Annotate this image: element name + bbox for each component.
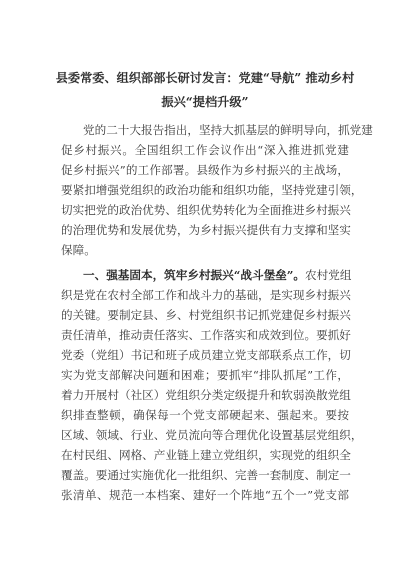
document-title-line-1: 县委常委、组织部部长研讨发言：党建“导航” 推动乡村: [55, 71, 355, 85]
body-line: 着力开展村（社区）党组织分类定级提升和软弱涣散党组: [61, 388, 351, 402]
body-line: 织是党在农村全部工作和战斗力的基础，是实现乡村振兴: [61, 288, 351, 302]
body-line: 要紧扣增强党组织的政治功能和组织功能，坚持党建引领，: [61, 183, 363, 197]
body-line: 促乡村振兴”的工作部署。县级作为乡村振兴的主战场，: [61, 163, 349, 177]
section-heading-tail: 农村党组: [305, 268, 352, 282]
body-line: 责任清单，推动责任落实、工作落实和成效到位。要抓好: [61, 328, 351, 342]
body-line: 覆盖。要通过实施优化一批组织、完善一套制度、制定一: [61, 468, 351, 482]
body-line: 党委（党组）书记和班子成员建立党支部联系点工作，切: [61, 348, 351, 362]
body-line: 在村民组、网格、产业链上建立党组织，实现党的组织全: [61, 448, 351, 462]
body-line: 的关键。要制定县、乡、村党组织书记抓党建促乡村振兴: [61, 308, 351, 322]
body-line: 党的二十大报告指出，坚持大抓基层的鲜明导向，抓党建: [83, 123, 373, 137]
body-line: 织排查整顿，确保每一个党支部硬起来、强起来。要按: [61, 408, 349, 422]
document-title-line-2: 振兴“提档升级”: [161, 95, 249, 109]
body-line: 促乡村振兴。全国组织工作会议作出“深入推进抓党建: [61, 143, 349, 157]
body-line: 切实把党的政治优势、组织优势转化为全面推进乡村振兴: [61, 203, 351, 217]
body-line: 的治理优势和发展优势，为乡村振兴提供有力支撑和坚实: [61, 223, 351, 237]
body-line: 区域、领域、行业、党员流向等合理优化设置基层党组织，: [61, 428, 363, 442]
body-line: 实为党支部解决问题和困难；要抓牢“排队抓尾”工作，: [61, 368, 349, 382]
body-line: 保障。: [61, 243, 96, 257]
section-heading: 一、强基固本，筑牢乡村振兴“战斗堡垒”。: [83, 268, 306, 282]
body-line: 张清单、规范一本档案、建好一个阵地“五个一”党支部: [61, 488, 349, 502]
section-heading-line: [83, 268, 352, 282]
